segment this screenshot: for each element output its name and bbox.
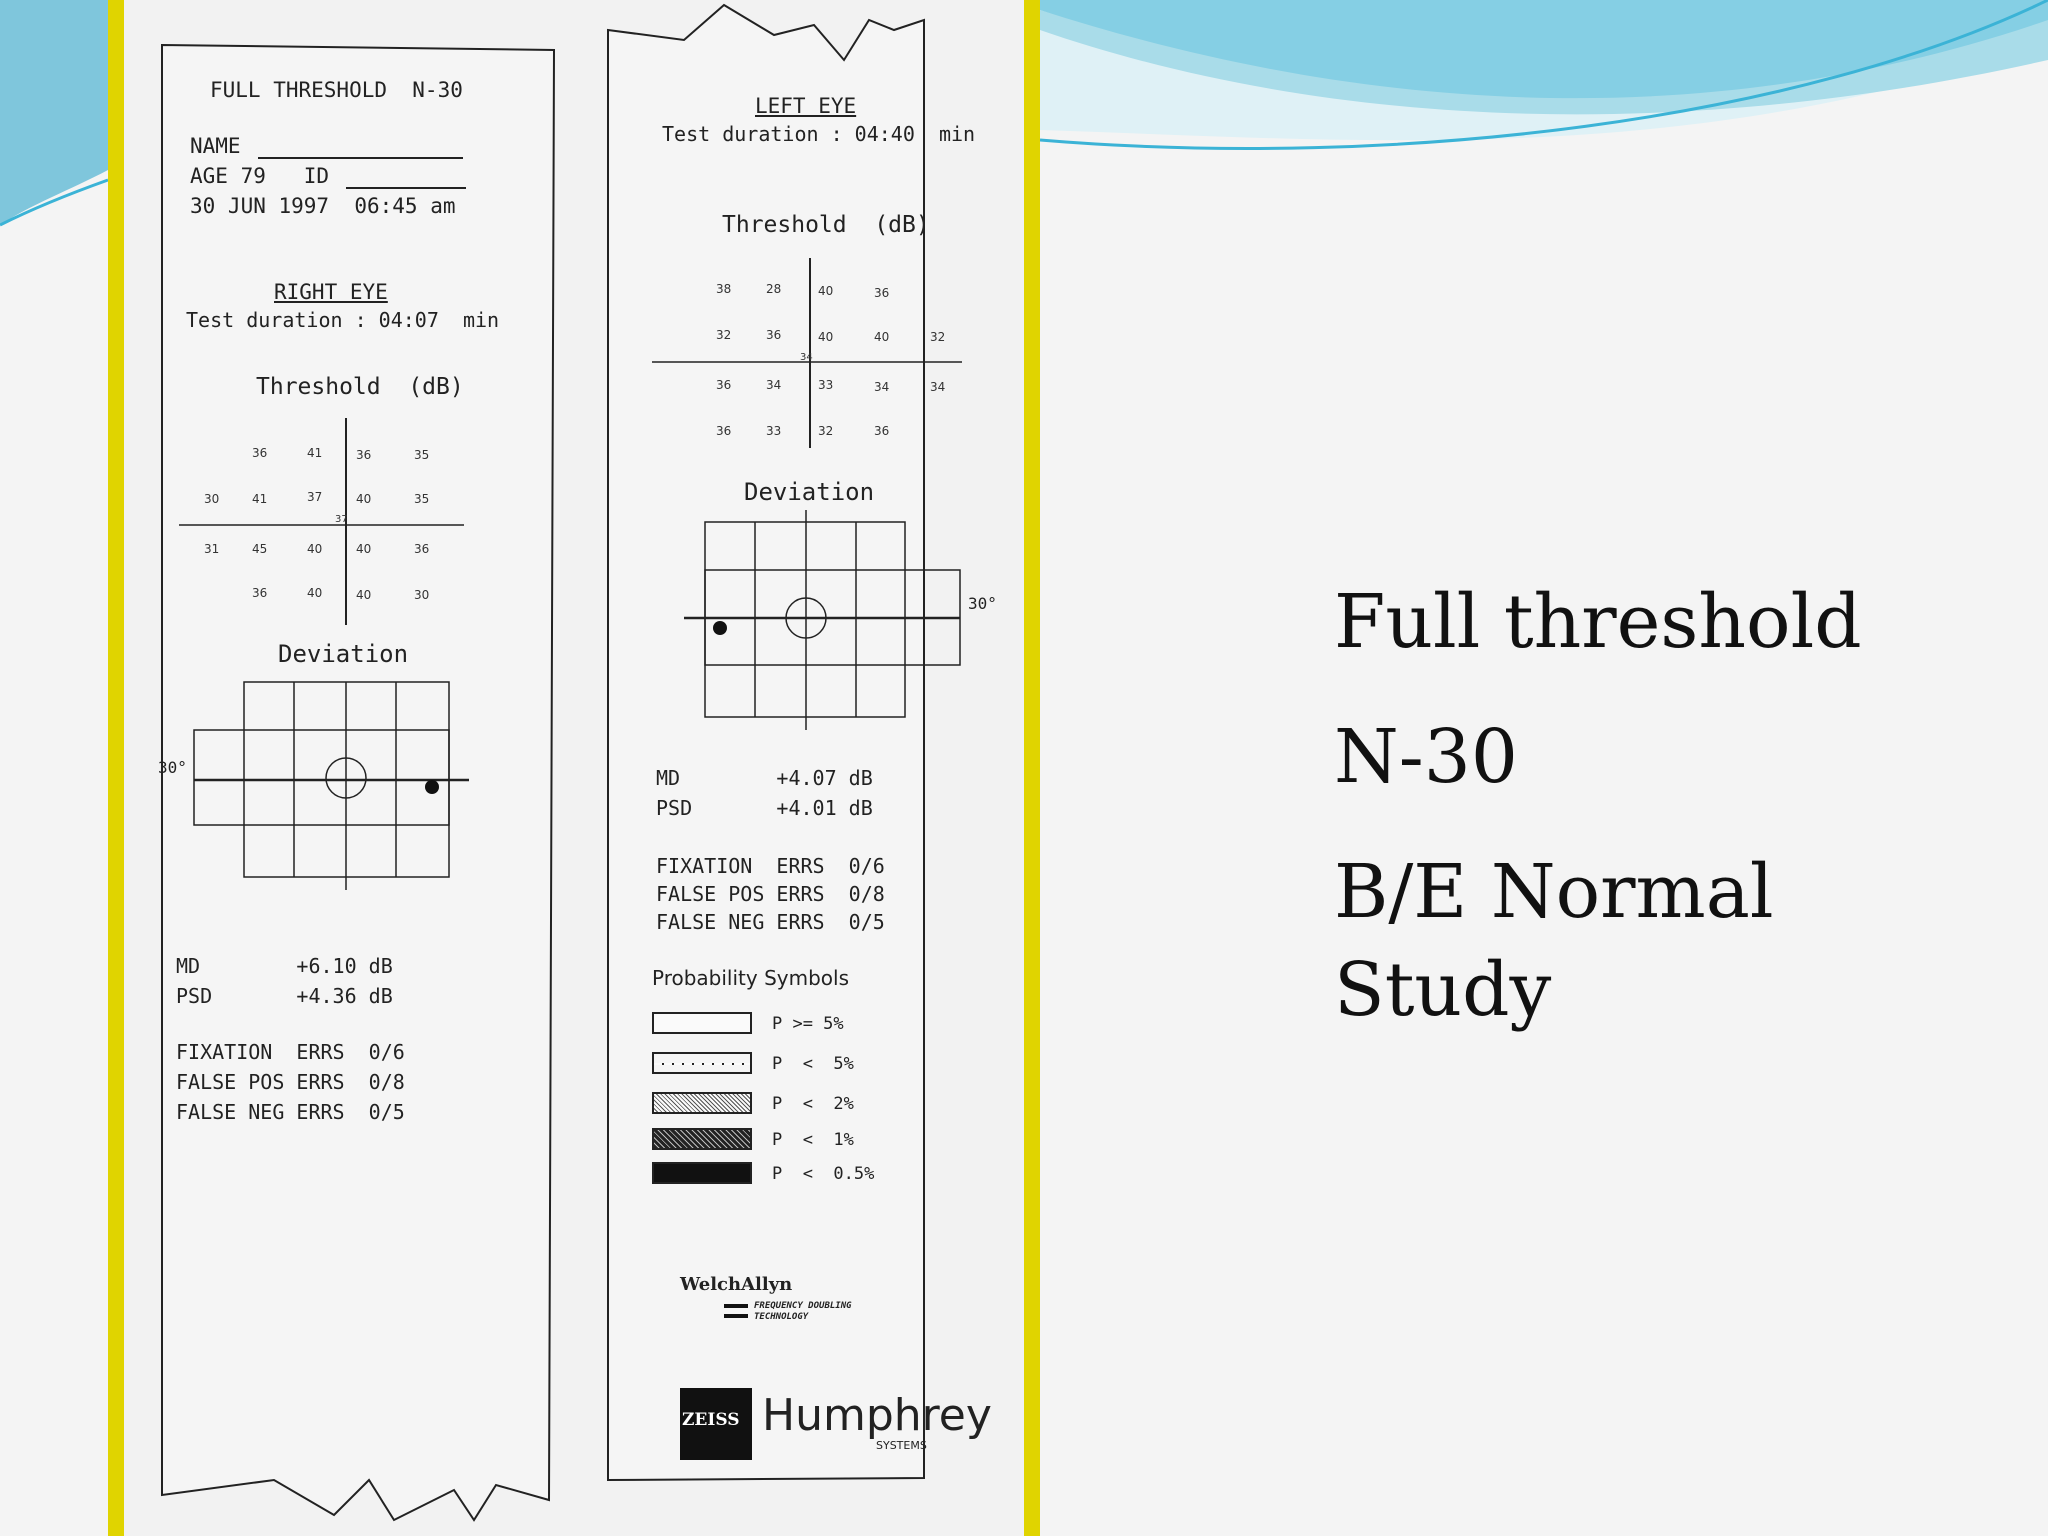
left-eye-label: LEFT EYE bbox=[755, 94, 857, 118]
threshold-value: 28 bbox=[766, 282, 782, 296]
left-test-duration: Test duration : 04:40 min bbox=[662, 122, 976, 146]
test-datetime: 30 JUN 1997 06:45 am bbox=[190, 194, 456, 218]
probability-symbols-title: Probability Symbols bbox=[652, 966, 850, 990]
threshold-value: 31 bbox=[204, 542, 220, 556]
threshold-value: 30 bbox=[204, 492, 220, 506]
right-false-neg-errors: FALSE NEG ERRS 0/5 bbox=[176, 1100, 405, 1124]
prob-symbol-lt-2pct bbox=[652, 1092, 752, 1114]
prob-label: P < 2% bbox=[772, 1094, 854, 1114]
name-label: NAME bbox=[190, 134, 241, 158]
threshold-value: 33 bbox=[766, 424, 782, 438]
threshold-value: 40 bbox=[356, 492, 372, 506]
fdt-line-2: TECHNOLOGY bbox=[754, 1312, 809, 1322]
humphrey-logo: Humphrey bbox=[762, 1390, 992, 1441]
threshold-value: 36 bbox=[874, 424, 890, 438]
left-deviation-title: Deviation bbox=[744, 478, 875, 506]
slide-line-title: Full threshold bbox=[1334, 579, 1862, 665]
left-false-neg-errors: FALSE NEG ERRS 0/5 bbox=[656, 910, 885, 934]
threshold-center-value: 37 bbox=[335, 514, 348, 525]
threshold-value: 36 bbox=[414, 542, 430, 556]
threshold-center-value: 34 bbox=[800, 352, 813, 363]
right-eye-label: RIGHT EYE bbox=[274, 280, 388, 304]
threshold-value: 32 bbox=[930, 330, 946, 344]
right-degree-label: 30° bbox=[158, 758, 187, 777]
threshold-value: 32 bbox=[818, 424, 834, 438]
slide-line-result: B/E Normal Study bbox=[1334, 849, 1774, 1034]
threshold-value: 40 bbox=[307, 586, 323, 600]
left-fixation-errors: FIXATION ERRS 0/6 bbox=[656, 854, 885, 878]
threshold-value: 32 bbox=[716, 328, 732, 342]
threshold-value: 40 bbox=[356, 542, 372, 556]
threshold-value: 38 bbox=[716, 282, 732, 296]
right-false-pos-errors: FALSE POS ERRS 0/8 bbox=[176, 1070, 405, 1094]
threshold-value: 37 bbox=[307, 490, 323, 504]
threshold-value: 40 bbox=[818, 284, 834, 298]
threshold-value: 36 bbox=[356, 448, 372, 462]
prob-label: P >= 5% bbox=[772, 1014, 844, 1034]
prob-label: P < 1% bbox=[772, 1130, 854, 1150]
threshold-value: 34 bbox=[874, 380, 890, 394]
age-id-label: AGE 79 ID bbox=[190, 164, 330, 188]
prob-symbol-lt-0-5pct bbox=[652, 1162, 752, 1184]
slide-text-block bbox=[1334, 575, 1994, 1080]
prob-symbol-lt-5pct bbox=[652, 1052, 752, 1074]
left-md-value: MD +4.07 dB bbox=[656, 766, 873, 790]
right-deviation-title: Deviation bbox=[278, 640, 409, 668]
threshold-value: 40 bbox=[874, 330, 890, 344]
prob-label: P < 5% bbox=[772, 1054, 854, 1074]
right-psd-value: PSD +4.36 dB bbox=[176, 984, 393, 1008]
threshold-value: 30 bbox=[414, 588, 430, 602]
threshold-value: 34 bbox=[766, 378, 782, 392]
fdt-line-1: FREQUENCY DOUBLING bbox=[754, 1301, 852, 1311]
prob-symbol-lt-1pct bbox=[652, 1128, 752, 1150]
id-blank-line bbox=[346, 187, 466, 189]
threshold-value: 35 bbox=[414, 492, 430, 506]
program-title: FULL THRESHOLD N-30 bbox=[210, 78, 463, 102]
threshold-value: 36 bbox=[766, 328, 782, 342]
threshold-value: 34 bbox=[930, 380, 946, 394]
threshold-value: 41 bbox=[252, 492, 268, 506]
zeiss-logo: ZEISS bbox=[682, 1410, 740, 1430]
left-false-pos-errors: FALSE POS ERRS 0/8 bbox=[656, 882, 885, 906]
slide-line-program: N-30 bbox=[1334, 713, 1518, 800]
left-degree-label: 30° bbox=[968, 594, 997, 613]
threshold-value: 40 bbox=[307, 542, 323, 556]
threshold-value: 40 bbox=[356, 588, 372, 602]
threshold-value: 41 bbox=[307, 446, 323, 460]
left-threshold-title: Threshold (dB) bbox=[722, 212, 930, 238]
printout-panel bbox=[108, 0, 1040, 1536]
name-blank-line bbox=[258, 157, 463, 159]
left-psd-value: PSD +4.01 dB bbox=[656, 796, 873, 820]
prob-symbol-5pct-or-more bbox=[652, 1012, 752, 1034]
threshold-value: 40 bbox=[818, 330, 834, 344]
humphrey-systems-label: SYSTEMS bbox=[876, 1439, 927, 1452]
threshold-value: 45 bbox=[252, 542, 268, 556]
right-test-duration: Test duration : 04:07 min bbox=[186, 308, 500, 332]
right-threshold-title: Threshold (dB) bbox=[256, 374, 464, 400]
right-fixation-errors: FIXATION ERRS 0/6 bbox=[176, 1040, 405, 1064]
prob-label: P < 0.5% bbox=[772, 1164, 875, 1184]
threshold-value: 36 bbox=[874, 286, 890, 300]
threshold-value: 36 bbox=[252, 586, 268, 600]
right-md-value: MD +6.10 dB bbox=[176, 954, 393, 978]
welch-allyn-logo: WelchAllyn bbox=[680, 1274, 793, 1295]
threshold-value: 36 bbox=[716, 424, 732, 438]
threshold-value: 36 bbox=[252, 446, 268, 460]
threshold-value: 35 bbox=[414, 448, 430, 462]
threshold-value: 33 bbox=[818, 378, 834, 392]
threshold-value: 36 bbox=[716, 378, 732, 392]
